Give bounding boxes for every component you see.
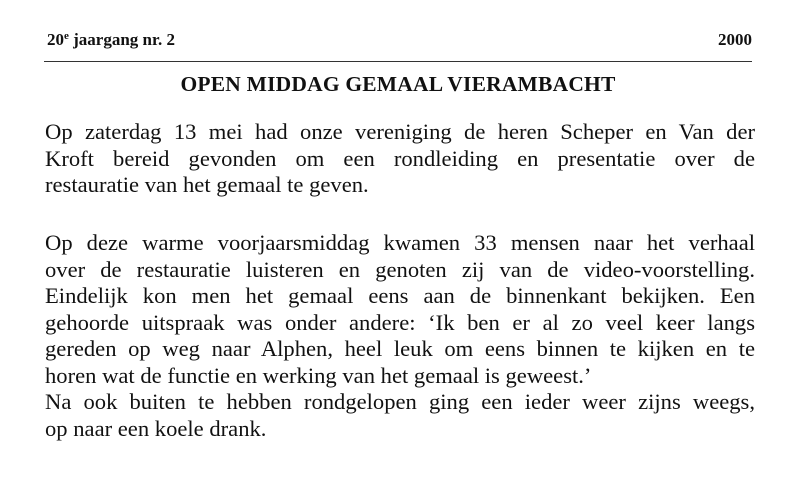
header-divider — [44, 61, 752, 62]
text-line: Eindelijk kon men het gemaal eens aan de binnenkant bekijken. Een — [45, 283, 755, 308]
issue-year: 2000 — [718, 30, 752, 49]
text-line: restauratie van het gemaal te geven. — [45, 172, 369, 197]
text-line: Na ook buiten te hebben rondgelopen ging een ieder weer zijns weegs, — [45, 389, 755, 414]
issue-label — [47, 30, 175, 50]
issue-suffix: e — [64, 30, 69, 42]
text-line: horen wat de functie en werking van het gemaal is geweest.’ — [45, 362, 592, 388]
issue-rest: jaargang nr. 2 — [68, 30, 175, 49]
text-line: op naar een koele drank. — [45, 415, 267, 441]
text-line: Op zaterdag 13 mei had onze vereniging de heren Scheper en Van der — [45, 119, 755, 144]
issue-number: 20 — [47, 30, 64, 49]
text-line: gereden op weg naar Alphen, heel leuk om eens binnen te kijken en te — [45, 336, 755, 361]
article-title: OPEN MIDDAG GEMAAL VIERAMBACHT — [180, 72, 616, 96]
text-line: over de restauratie luisteren en genoten zij van de video-voorstelling. — [45, 256, 755, 282]
paragraph-1 — [45, 119, 755, 199]
page-header — [47, 30, 752, 52]
text-line: gehoorde uitspraak was onder andere: ‘Ik ben er al zo veel keer langs — [45, 309, 755, 335]
text-line: Kroft bereid gevonden om een rondleiding en presentatie over de — [45, 145, 755, 171]
text-line: Op deze warme voorjaarsmiddag kwamen 33 mensen naar het verhaal — [45, 230, 755, 255]
paragraph-2 — [45, 230, 755, 442]
